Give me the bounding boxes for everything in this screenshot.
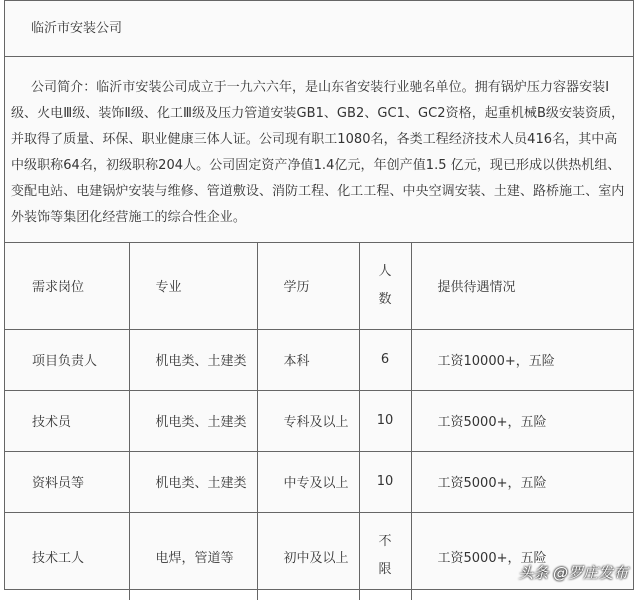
- recruitment-document: [4, 0, 634, 590]
- row-count: 10: [359, 451, 411, 512]
- row-benefits: 工资5000+，五险: [411, 390, 633, 451]
- row-count: [359, 512, 411, 600]
- watermark: 头条 @罗庄发布: [518, 564, 628, 582]
- header-position: 需求岗位: [5, 243, 129, 329]
- header-education: 学历: [257, 243, 359, 329]
- row-education: 专科及以上: [257, 390, 359, 451]
- row-education: 初中及以上: [257, 512, 359, 600]
- row-major: 机电类、土建类: [129, 390, 257, 451]
- header-major: 专业: [129, 243, 257, 329]
- job-table: [5, 243, 633, 600]
- header-benefits: 提供待遇情况: [411, 243, 633, 329]
- row-position: 资料员等: [5, 451, 129, 512]
- table-header-row: [5, 243, 633, 329]
- header-count-char-1: 人: [378, 263, 392, 279]
- table-row: [5, 329, 633, 390]
- table-row: [5, 512, 633, 600]
- row-position: 项目负责人: [5, 329, 129, 390]
- company-intro: 公司简介：临沂市安装公司成立于一九六六年，是山东省安装行业驰名单位。拥有锅炉压力容器安装Ⅰ级、火电Ⅲ级、装饰Ⅱ级、化工Ⅲ级及压力管道安装GB1、GB2、GC1、GC2资格，起重机械B级安装资质，并取得了质量、环保、职业健康三体人证。公司现有职工1080名，各类工程经济技术人员416名，其中高中级职称64名，初级职称204人。公司固定资产净值1.4亿元，年创产值1.5 亿元，现已形成以供热机组、变配电站、电建锅炉安装与维修、管道敷设、消防工程、化工工程、中央空调安装、土建、路桥施工、室内外装饰等集团化经营施工的综合性企业。: [5, 57, 633, 243]
- row-major: 机电类、土建类: [129, 451, 257, 512]
- row-count-char-2: 限: [378, 562, 392, 578]
- header-count: [359, 243, 411, 329]
- row-benefits: 工资10000+，五险: [411, 329, 633, 390]
- row-major: 电焊，管道等: [129, 512, 257, 600]
- row-education: 中专及以上: [257, 451, 359, 512]
- row-count-char-1: 不: [378, 534, 392, 550]
- row-benefits: 工资5000+，五险: [411, 512, 633, 600]
- table-row: [5, 451, 633, 512]
- row-benefits: 工资5000+，五险: [411, 451, 633, 512]
- row-education: 本科: [257, 329, 359, 390]
- row-count: 10: [359, 390, 411, 451]
- row-position: 技术员: [5, 390, 129, 451]
- row-position: 技术工人: [5, 512, 129, 600]
- company-name: 临沂市安装公司: [5, 1, 633, 57]
- header-count-char-2: 数: [378, 291, 392, 307]
- table-row: [5, 390, 633, 451]
- row-major: 机电类、土建类: [129, 329, 257, 390]
- row-count: 6: [359, 329, 411, 390]
